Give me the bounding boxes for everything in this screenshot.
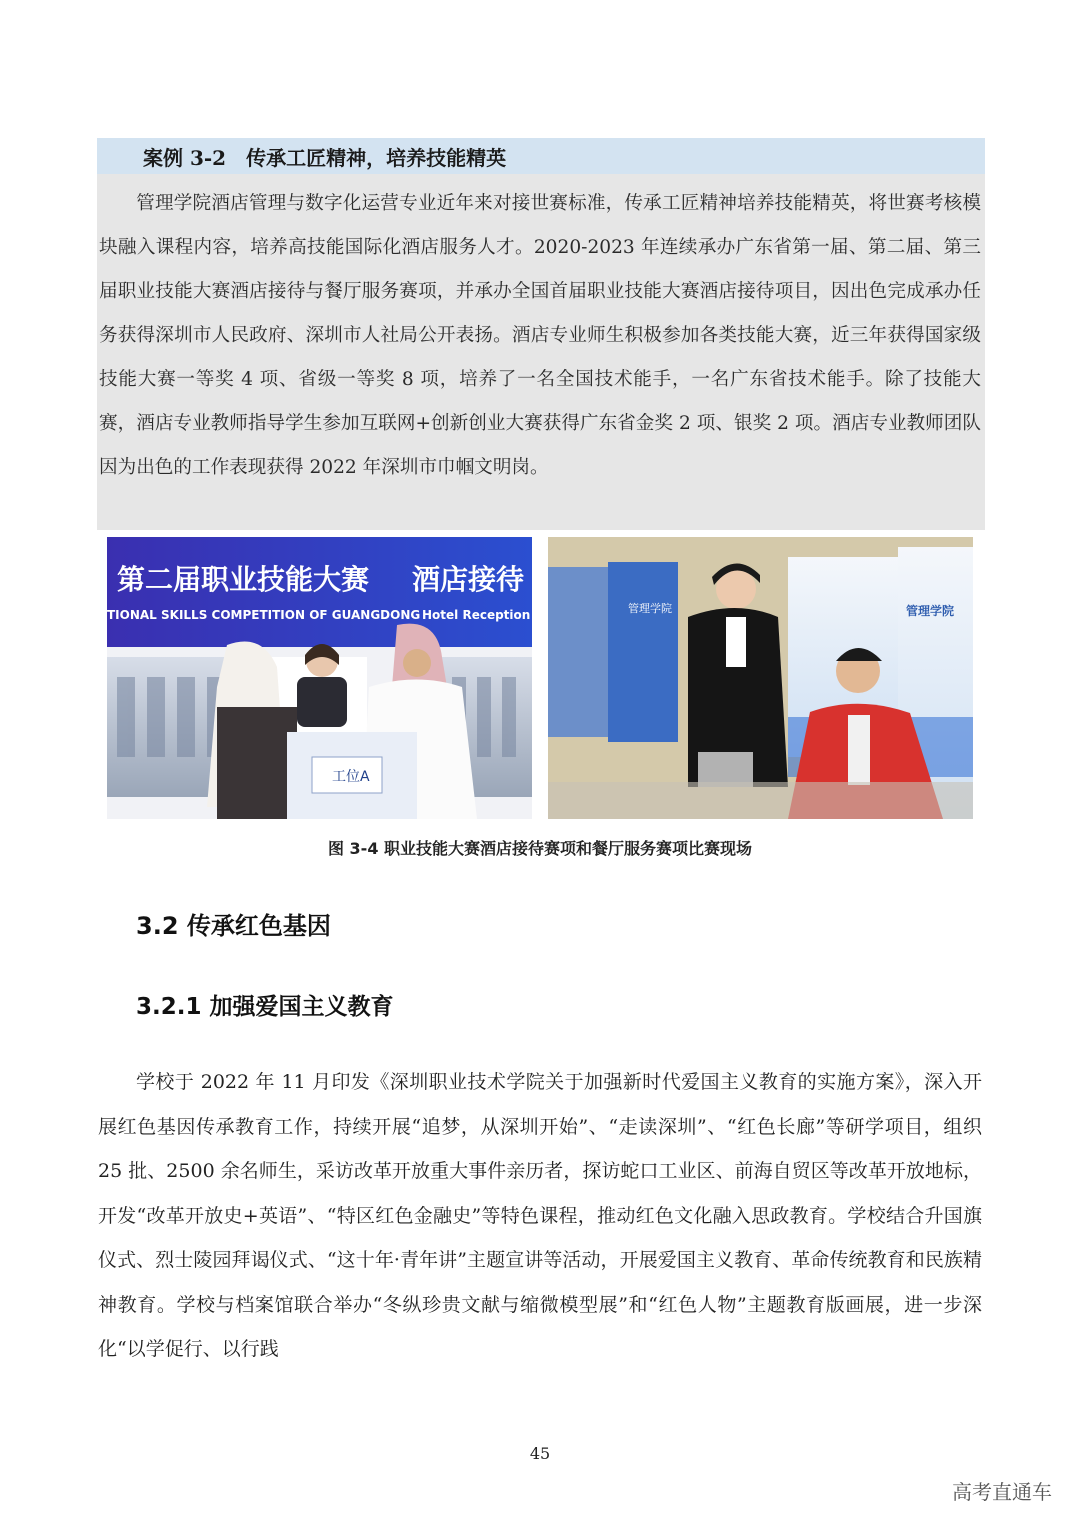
hotel-reception-scene [107, 537, 532, 819]
section-body-text: 学校于 2022 年 11 月印发《深圳职业技术学院关于加强新时代爱国主义教育的实施方案》，深入开展红色基因传承教育工作，持续开展“追梦，从深圳开始”、“走读深圳”、“红色长廊”等研学项目，组织 25 批、2500 余名师生，采访改革开放重大事件亲历者，探访蛇口工业区、前海自贸区等改革开放地标，开发“改革开放史+英语”、“特区红色金融史”等特色课程，推动红色文化融入思政教育。学校结合升国旗仪式、烈士陵园拜谒仪式、“这十年·青年讲”主题宣讲等活动，开展爱国主义教育、革命传统教育和民族精神教育。学校与档案馆联合举办“冬纵珍贵文献与缩微模型展”和“红色人物”主题教育版画展，进一步深化“以学促行、以行践 [98, 1071, 982, 1360]
photo-restaurant-service [548, 537, 973, 819]
case-title: 案例 3-2 传承工匠精神，培养技能精英 [143, 146, 507, 170]
watermark: 高考直通车 [952, 1480, 1052, 1504]
case-body-text: 管理学院酒店管理与数字化运营专业近年来对接世赛标准，传承工匠精神培养技能精英，将世赛考核模块融入课程内容，培养高技能国际化酒店服务人才。2020-2023 年连续承办广东省第一届、第二届、第三届职业技能大赛酒店接待与餐厅服务赛项，并承办全国首届职业技能大赛酒店接待项目，因出色完成承办任务获得深圳市人民政府、深圳市人社局公开表扬。酒店专业师生积极参加各类技能大赛，近三年获得国家级技能大赛一等奖 4 项、省级一等奖 8 项，培养了一名全国技术能手，一名广东省技术能手。除了技能大赛，酒店专业教师指导学生参加互联网+创新创业大赛获得广东省金奖 2 项、银奖 2 项。酒店专业教师团队因为出色的工作表现获得 2022 年深圳市巾帼文明岗。 [99, 193, 981, 478]
section-heading: 3.2 传承红色基因 [136, 912, 331, 940]
case-title-bar [97, 138, 985, 174]
photo-hotel-reception [107, 537, 532, 819]
panel-logo-2: 管理学院 [906, 604, 955, 618]
banner-en-2: Hotel Reception [422, 608, 531, 622]
page-number: 45 [529, 1444, 551, 1463]
banner-cn: 第二届职业技能大赛 [117, 563, 370, 596]
banner-cn-2: 酒店接待 [412, 563, 525, 596]
figure-caption: 图 3-4 职业技能大赛酒店接待赛项和餐厅服务赛项比赛现场 [327, 839, 753, 858]
case-study-box [97, 138, 985, 530]
desk-sign: 工位A [332, 769, 370, 785]
subsection-heading: 3.2.1 加强爱国主义教育 [136, 994, 394, 1020]
restaurant-service-scene [548, 537, 973, 819]
panel-logo: 管理学院 [628, 602, 672, 615]
banner-en: TIONAL SKILLS COMPETITION OF GUANGDONG [107, 608, 421, 622]
